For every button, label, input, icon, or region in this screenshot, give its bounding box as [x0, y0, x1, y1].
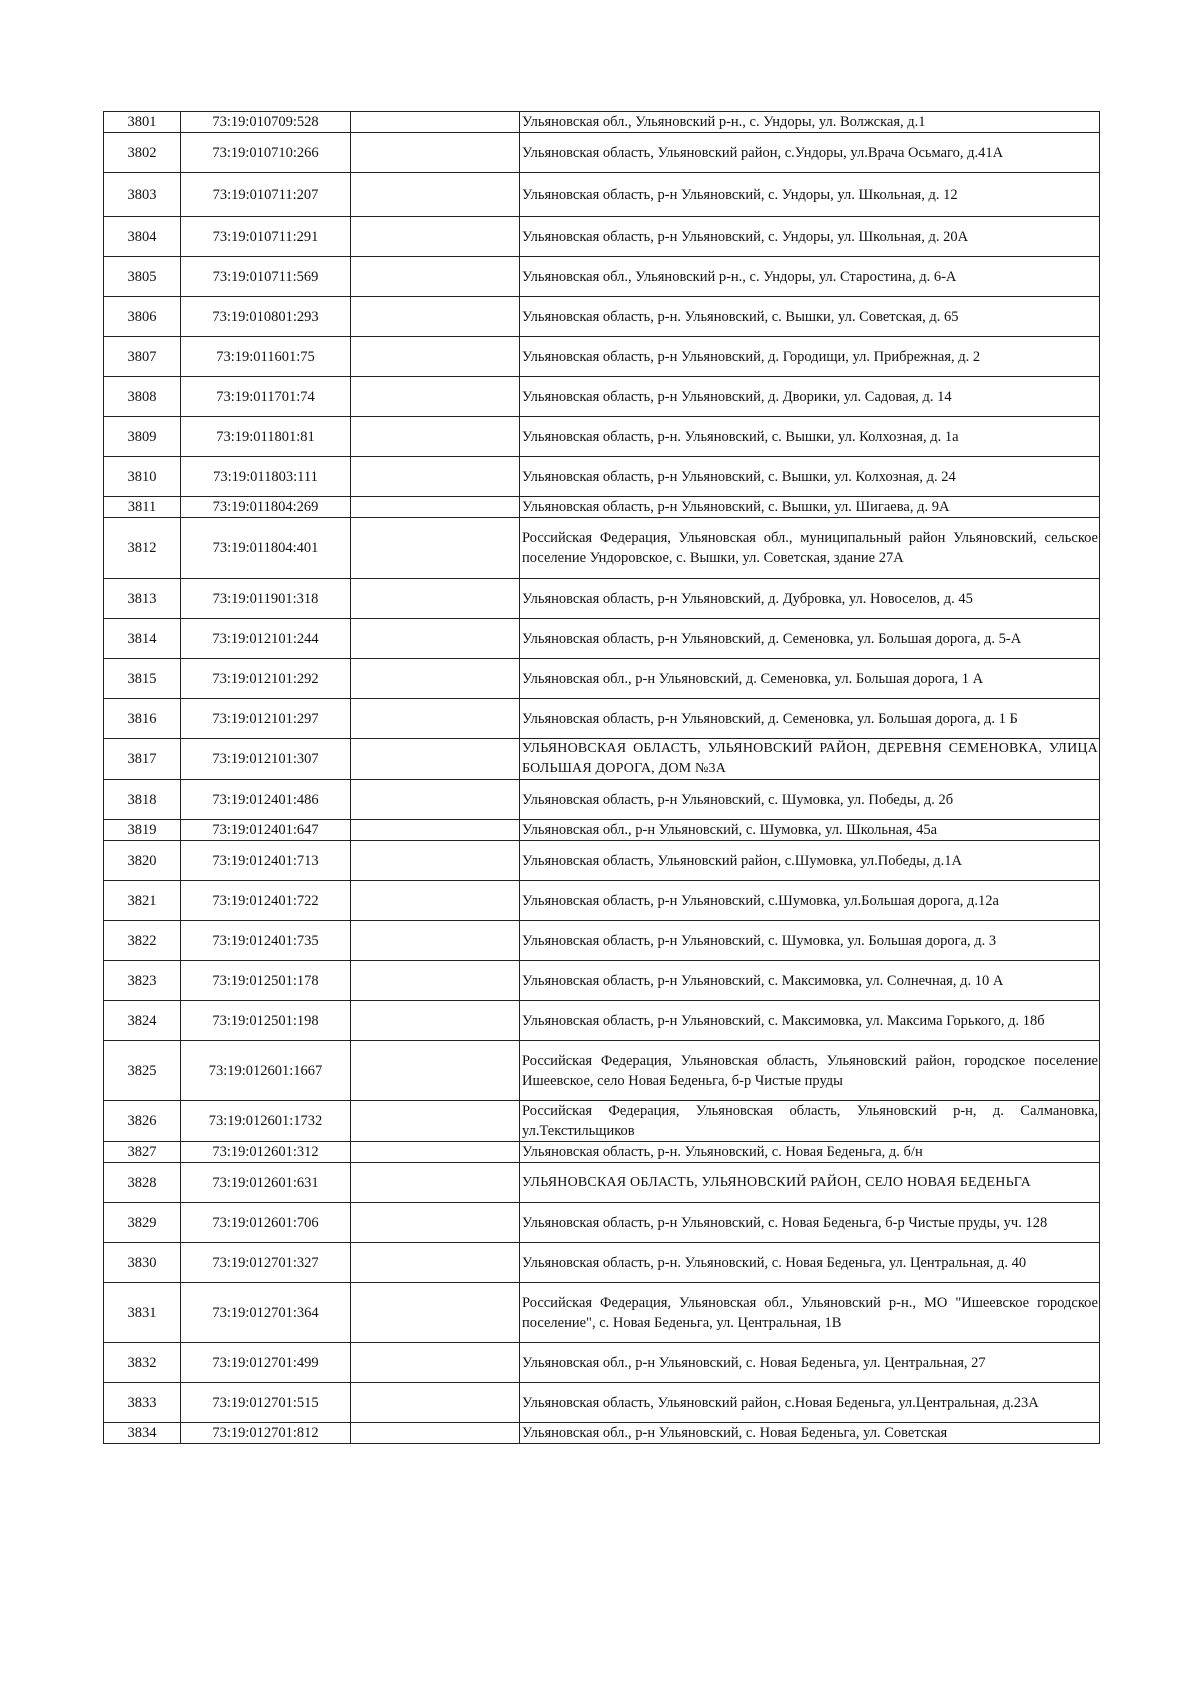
address-cell: Ульяновская область, р-н Ульяновский, д. Городищи, ул. Прибрежная, д. 2 — [520, 337, 1100, 377]
row-number-cell: 3830 — [104, 1243, 181, 1283]
empty-cell — [351, 173, 520, 217]
row-number-cell: 3815 — [104, 659, 181, 699]
cadastral-number-cell: 73:19:011901:318 — [181, 579, 351, 619]
cadastral-number-cell: 73:19:012101:244 — [181, 619, 351, 659]
row-number-cell: 3805 — [104, 257, 181, 297]
address-cell: Ульяновская область, р-н Ульяновский, д. Дворики, ул. Садовая, д. 14 — [520, 377, 1100, 417]
table-row — [104, 1423, 1100, 1444]
cadastral-number-cell: 73:19:012101:297 — [181, 699, 351, 739]
empty-cell — [351, 659, 520, 699]
empty-cell — [351, 739, 520, 780]
address-cell: Российская Федерация, Ульяновская область, Ульяновский район, городское поселение Ишеевское, село Новая Беденьга, б-р Чистые пруды — [520, 1041, 1100, 1101]
cadastral-number-cell: 73:19:012601:312 — [181, 1142, 351, 1163]
table-row — [104, 1163, 1100, 1203]
table-row — [104, 1243, 1100, 1283]
cadastral-number-cell: 73:19:010711:207 — [181, 173, 351, 217]
table-row — [104, 257, 1100, 297]
table-row — [104, 619, 1100, 659]
address-cell: Ульяновская область, р-н Ульяновский, д. Семеновка, ул. Большая дорога, д. 5-А — [520, 619, 1100, 659]
row-number-cell: 3828 — [104, 1163, 181, 1203]
empty-cell — [351, 921, 520, 961]
empty-cell — [351, 1001, 520, 1041]
row-number-cell: 3831 — [104, 1283, 181, 1343]
address-cell: Ульяновская область, р-н. Ульяновский, с. Вышки, ул. Советская, д. 65 — [520, 297, 1100, 337]
address-cell: Ульяновская область, р-н Ульяновский, с. Новая Беденьга, б-р Чистые пруды, уч. 128 — [520, 1203, 1100, 1243]
empty-cell — [351, 1203, 520, 1243]
row-number-cell: 3827 — [104, 1142, 181, 1163]
address-cell: Ульяновская обл., Ульяновский р-н., с. Ундоры, ул. Старостина, д. 6-А — [520, 257, 1100, 297]
empty-cell — [351, 1101, 520, 1142]
row-number-cell: 3834 — [104, 1423, 181, 1444]
empty-cell — [351, 217, 520, 257]
row-number-cell: 3818 — [104, 780, 181, 820]
cadastral-number-cell: 73:19:012401:647 — [181, 820, 351, 841]
row-number-cell: 3833 — [104, 1383, 181, 1423]
table-row — [104, 217, 1100, 257]
table-row — [104, 457, 1100, 497]
address-cell: Ульяновская обл., р-н Ульяновский, д. Семеновка, ул. Большая дорога, 1 А — [520, 659, 1100, 699]
table-row — [104, 497, 1100, 518]
row-number-cell: 3819 — [104, 820, 181, 841]
table-row — [104, 1101, 1100, 1142]
row-number-cell: 3811 — [104, 497, 181, 518]
empty-cell — [351, 841, 520, 881]
cadastral-number-cell: 73:19:012401:722 — [181, 881, 351, 921]
row-number-cell: 3829 — [104, 1203, 181, 1243]
empty-cell — [351, 457, 520, 497]
address-cell: Ульяновская область, р-н Ульяновский, с. Максимовка, ул. Солнечная, д. 10 А — [520, 961, 1100, 1001]
empty-cell — [351, 112, 520, 133]
empty-cell — [351, 377, 520, 417]
row-number-cell: 3806 — [104, 297, 181, 337]
empty-cell — [351, 133, 520, 173]
row-number-cell: 3809 — [104, 417, 181, 457]
empty-cell — [351, 1283, 520, 1343]
address-cell: Ульяновская область, Ульяновский район, с.Новая Беденьга, ул.Центральная, д.23А — [520, 1383, 1100, 1423]
row-number-cell: 3825 — [104, 1041, 181, 1101]
cadastral-number-cell: 73:19:012501:198 — [181, 1001, 351, 1041]
address-cell: УЛЬЯНОВСКАЯ ОБЛАСТЬ, УЛЬЯНОВСКИЙ РАЙОН, ДЕРЕВНЯ СЕМЕНОВКА, УЛИЦА БОЛЬШАЯ ДОРОГА, ДОМ №3А — [520, 739, 1100, 780]
address-cell: Ульяновская область, р-н Ульяновский, с. Шумовка, ул. Большая дорога, д. 3 — [520, 921, 1100, 961]
property-table — [103, 111, 1100, 1444]
row-number-cell: 3814 — [104, 619, 181, 659]
address-cell: Ульяновская обл., р-н Ульяновский, с. Шумовка, ул. Школьная, 45а — [520, 820, 1100, 841]
cadastral-number-cell: 73:19:012701:499 — [181, 1343, 351, 1383]
empty-cell — [351, 579, 520, 619]
address-cell: УЛЬЯНОВСКАЯ ОБЛАСТЬ, УЛЬЯНОВСКИЙ РАЙОН, СЕЛО НОВАЯ БЕДЕНЬГА — [520, 1163, 1100, 1203]
cadastral-number-cell: 73:19:012101:292 — [181, 659, 351, 699]
table-row — [104, 1203, 1100, 1243]
empty-cell — [351, 961, 520, 1001]
cadastral-number-cell: 73:19:012601:706 — [181, 1203, 351, 1243]
table-row — [104, 1343, 1100, 1383]
row-number-cell: 3801 — [104, 112, 181, 133]
empty-cell — [351, 337, 520, 377]
row-number-cell: 3804 — [104, 217, 181, 257]
row-number-cell: 3832 — [104, 1343, 181, 1383]
row-number-cell: 3823 — [104, 961, 181, 1001]
cadastral-number-cell: 73:19:012101:307 — [181, 739, 351, 780]
cadastral-number-cell: 73:19:012701:327 — [181, 1243, 351, 1283]
row-number-cell: 3803 — [104, 173, 181, 217]
cadastral-number-cell: 73:19:010709:528 — [181, 112, 351, 133]
table-row — [104, 820, 1100, 841]
row-number-cell: 3807 — [104, 337, 181, 377]
property-table-body — [104, 112, 1100, 1444]
row-number-cell: 3826 — [104, 1101, 181, 1142]
table-row — [104, 659, 1100, 699]
table-row — [104, 1383, 1100, 1423]
row-number-cell: 3821 — [104, 881, 181, 921]
empty-cell — [351, 881, 520, 921]
cadastral-number-cell: 73:19:011803:111 — [181, 457, 351, 497]
empty-cell — [351, 1423, 520, 1444]
empty-cell — [351, 1163, 520, 1203]
row-number-cell: 3810 — [104, 457, 181, 497]
cadastral-number-cell: 73:19:012401:713 — [181, 841, 351, 881]
cadastral-number-cell: 73:19:011701:74 — [181, 377, 351, 417]
empty-cell — [351, 1142, 520, 1163]
row-number-cell: 3824 — [104, 1001, 181, 1041]
row-number-cell: 3813 — [104, 579, 181, 619]
empty-cell — [351, 417, 520, 457]
row-number-cell: 3808 — [104, 377, 181, 417]
address-cell: Ульяновская обл., р-н Ульяновский, с. Новая Беденьга, ул. Советская — [520, 1423, 1100, 1444]
address-cell: Ульяновская обл., р-н Ульяновский, с. Новая Беденьга, ул. Центральная, 27 — [520, 1343, 1100, 1383]
address-cell: Ульяновская область, р-н Ульяновский, с. Вышки, ул. Колхозная, д. 24 — [520, 457, 1100, 497]
empty-cell — [351, 1343, 520, 1383]
table-row — [104, 337, 1100, 377]
cadastral-number-cell: 73:19:012701:364 — [181, 1283, 351, 1343]
table-row — [104, 297, 1100, 337]
empty-cell — [351, 1383, 520, 1423]
empty-cell — [351, 1041, 520, 1101]
address-cell: Ульяновская область, р-н Ульяновский, с. Вышки, ул. Шигаева, д. 9А — [520, 497, 1100, 518]
row-number-cell: 3812 — [104, 518, 181, 579]
address-cell: Российская Федерация, Ульяновская обл., Ульяновский р-н., МО "Ишеевское городское поселение", с. Новая Беденьга, ул. Центральная, 1В — [520, 1283, 1100, 1343]
row-number-cell: 3802 — [104, 133, 181, 173]
cadastral-number-cell: 73:19:010711:291 — [181, 217, 351, 257]
cadastral-number-cell: 73:19:012401:735 — [181, 921, 351, 961]
empty-cell — [351, 257, 520, 297]
table-row — [104, 1041, 1100, 1101]
table-row — [104, 173, 1100, 217]
table-row — [104, 780, 1100, 820]
table-row — [104, 112, 1100, 133]
empty-cell — [351, 518, 520, 579]
empty-cell — [351, 1243, 520, 1283]
empty-cell — [351, 497, 520, 518]
cadastral-number-cell: 73:19:012601:1667 — [181, 1041, 351, 1101]
address-cell: Российская Федерация, Ульяновская область, Ульяновский р-н, д. Салмановка, ул.Текстильщиков — [520, 1101, 1100, 1142]
address-cell: Российская Федерация, Ульяновская обл., муниципальный район Ульяновский, сельское поселение Ундоровское, с. Вышки, ул. Советская, здание 27А — [520, 518, 1100, 579]
cadastral-number-cell: 73:19:010711:569 — [181, 257, 351, 297]
row-number-cell: 3822 — [104, 921, 181, 961]
address-cell: Ульяновская область, р-н Ульяновский, д. Семеновка, ул. Большая дорога, д. 1 Б — [520, 699, 1100, 739]
row-number-cell: 3816 — [104, 699, 181, 739]
cadastral-number-cell: 73:19:011804:401 — [181, 518, 351, 579]
row-number-cell: 3817 — [104, 739, 181, 780]
table-row — [104, 921, 1100, 961]
address-cell: Ульяновская область, р-н Ульяновский, с. Ундоры, ул. Школьная, д. 12 — [520, 173, 1100, 217]
table-row — [104, 417, 1100, 457]
address-cell: Ульяновская область, р-н Ульяновский, с. Ундоры, ул. Школьная, д. 20А — [520, 217, 1100, 257]
address-cell: Ульяновская область, р-н Ульяновский, с.Шумовка, ул.Большая дорога, д.12а — [520, 881, 1100, 921]
address-cell: Ульяновская область, р-н Ульяновский, д. Дубровка, ул. Новоселов, д. 45 — [520, 579, 1100, 619]
address-cell: Ульяновская область, р-н. Ульяновский, с. Новая Беденьга, ул. Центральная, д. 40 — [520, 1243, 1100, 1283]
row-number-cell: 3820 — [104, 841, 181, 881]
cadastral-number-cell: 73:19:010710:266 — [181, 133, 351, 173]
cadastral-number-cell: 73:19:012601:631 — [181, 1163, 351, 1203]
address-cell: Ульяновская область, Ульяновский район, с.Ундоры, ул.Врача Осьмаго, д.41А — [520, 133, 1100, 173]
table-row — [104, 518, 1100, 579]
table-row — [104, 961, 1100, 1001]
address-cell: Ульяновская обл., Ульяновский р-н., с. Ундоры, ул. Волжская, д.1 — [520, 112, 1100, 133]
cadastral-number-cell: 73:19:012701:515 — [181, 1383, 351, 1423]
table-row — [104, 1142, 1100, 1163]
table-row — [104, 881, 1100, 921]
cadastral-number-cell: 73:19:012501:178 — [181, 961, 351, 1001]
empty-cell — [351, 297, 520, 337]
empty-cell — [351, 699, 520, 739]
table-row — [104, 1001, 1100, 1041]
address-cell: Ульяновская область, Ульяновский район, с.Шумовка, ул.Победы, д.1А — [520, 841, 1100, 881]
table-row — [104, 699, 1100, 739]
table-row — [104, 579, 1100, 619]
cadastral-number-cell: 73:19:011601:75 — [181, 337, 351, 377]
table-row — [104, 739, 1100, 780]
empty-cell — [351, 780, 520, 820]
address-cell: Ульяновская область, р-н Ульяновский, с. Шумовка, ул. Победы, д. 2б — [520, 780, 1100, 820]
empty-cell — [351, 820, 520, 841]
address-cell: Ульяновская область, р-н. Ульяновский, с. Новая Беденьга, д. б/н — [520, 1142, 1100, 1163]
cadastral-number-cell: 73:19:010801:293 — [181, 297, 351, 337]
address-cell: Ульяновская область, р-н. Ульяновский, с. Вышки, ул. Колхозная, д. 1а — [520, 417, 1100, 457]
table-row — [104, 133, 1100, 173]
cadastral-number-cell: 73:19:011801:81 — [181, 417, 351, 457]
cadastral-number-cell: 73:19:012401:486 — [181, 780, 351, 820]
table-row — [104, 377, 1100, 417]
empty-cell — [351, 619, 520, 659]
cadastral-number-cell: 73:19:011804:269 — [181, 497, 351, 518]
table-row — [104, 841, 1100, 881]
table-row — [104, 1283, 1100, 1343]
address-cell: Ульяновская область, р-н Ульяновский, с. Максимовка, ул. Максима Горького, д. 18б — [520, 1001, 1100, 1041]
cadastral-number-cell: 73:19:012601:1732 — [181, 1101, 351, 1142]
cadastral-number-cell: 73:19:012701:812 — [181, 1423, 351, 1444]
